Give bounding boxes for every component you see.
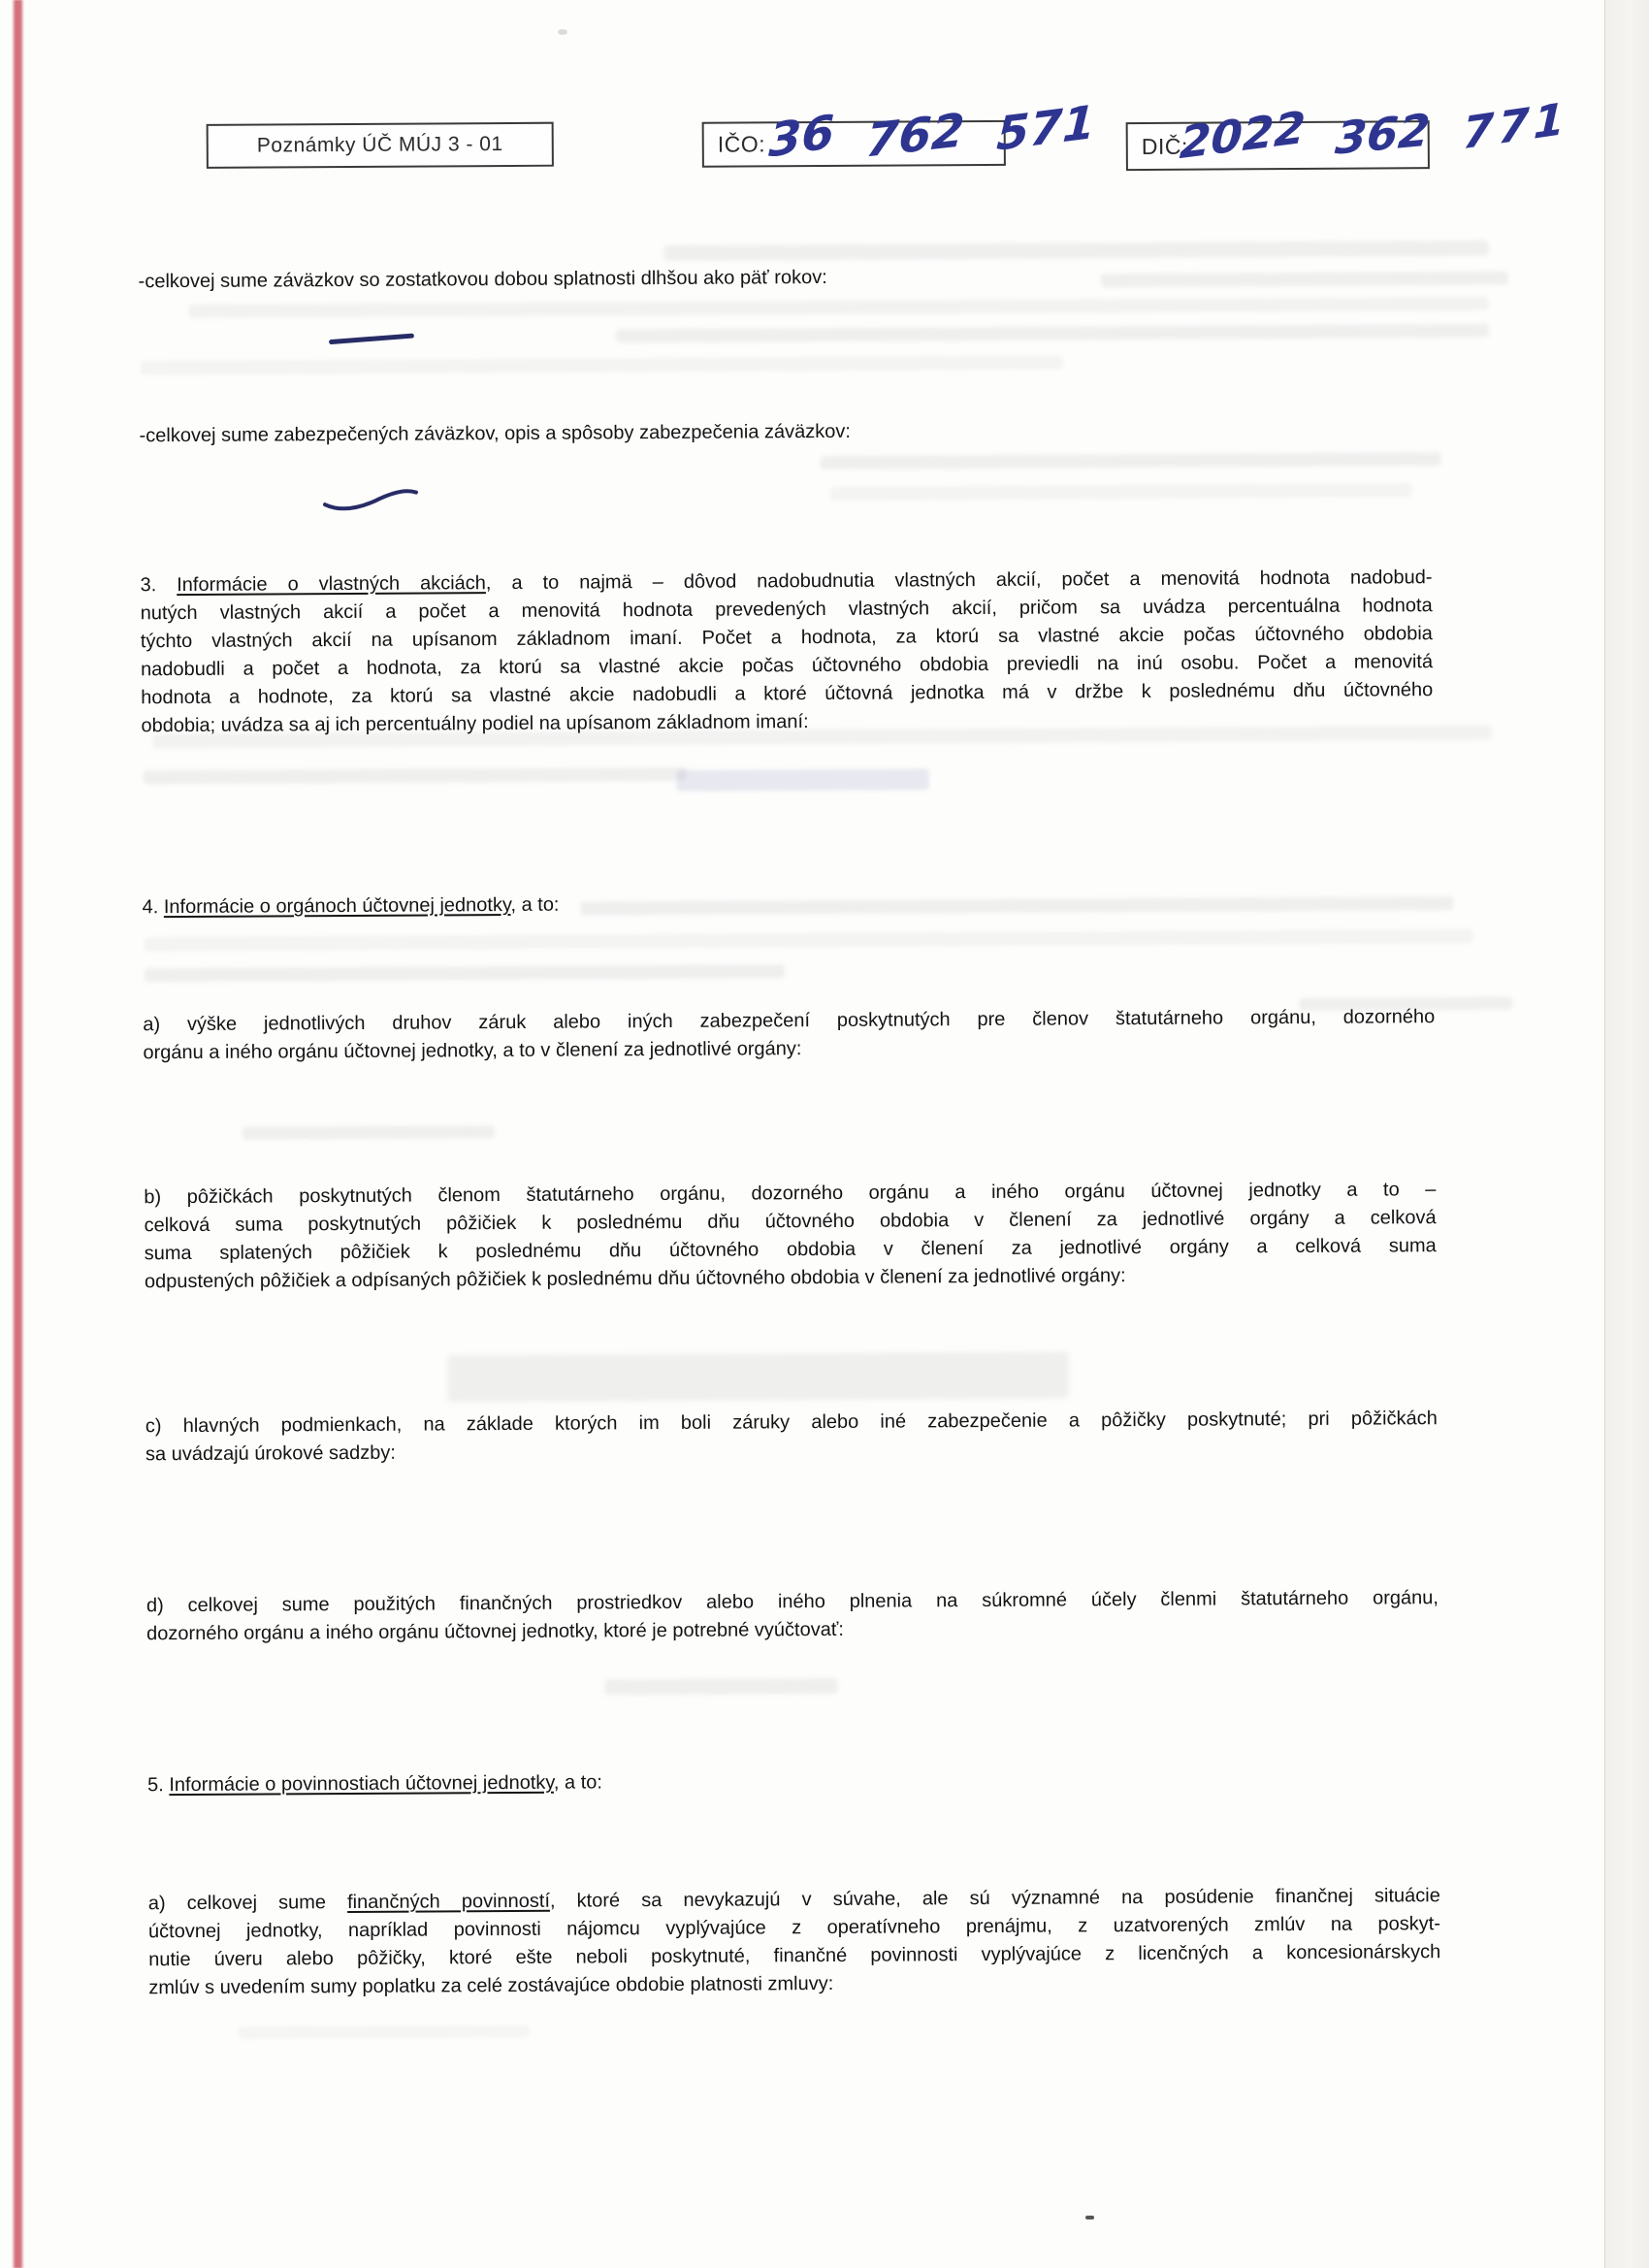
- bleed-through-smudge: [145, 929, 1473, 951]
- section5-text: , a to:: [553, 1771, 602, 1794]
- pen-swoosh-mark: [322, 486, 419, 514]
- bleed-through-smudge: [145, 964, 785, 982]
- bleed-through-smudge: [141, 355, 1062, 374]
- dic-digits-group: 362: [1333, 103, 1433, 165]
- dic-label: DIČ:: [1141, 133, 1188, 159]
- section4b-line: odpustených pôžičiek a odpísaných pôžičiek k poslednému dňu účtovného obdobia v členení za jednotlivé orgány:: [144, 1265, 1126, 1293]
- bleed-through-smudge: [677, 768, 929, 792]
- section4a-line: a) výške jednotlivých druhov záruk alebo iných zabezpečení poskytnutých pre členov štatutárneho orgánu, dozorného: [143, 1006, 1436, 1036]
- bleed-through-smudge: [663, 241, 1488, 261]
- section5-heading-line: [147, 1764, 1439, 1799]
- section5a-line: účtovnej jednotky, napríklad povinnosti nájomcu vyplývajúce z operatívneho prenájmu, z uzatvorených zmlúv na poskyt-: [147, 1913, 1441, 1943]
- dic-digits-group: 2022: [1178, 101, 1308, 170]
- section4b-line: suma splatených pôžičiek k poslednému dňu účtovného obdobia v členení za jednotlivé orgány a celková suma: [144, 1235, 1437, 1265]
- section3-line: nadobudli a počet a hodnota, za ktorú sa vlastné akcie počas účtovného obdobia previedli na inú osobu. Počet a menovitá: [140, 651, 1434, 681]
- section4d-line: dozorného orgánu a iného orgánu účtovnej jednotky, ktoré je potrebné vyúčtovať:: [146, 1618, 844, 1645]
- dic-digits-group: 771: [1461, 91, 1570, 160]
- section4d-line: d) celkovej sume použitých finančných prostriedkov alebo iného plnenia na súkromné účely členmi štatutárneho orgánu,: [146, 1587, 1439, 1617]
- bleed-through-smudge: [616, 324, 1489, 342]
- section3-line: týchto vlastných akcií na upísanom základnom imaní. Počet a hodnota, za ktorú sa vlastné akcie počas účtovného obdobia: [140, 623, 1433, 653]
- section4b-line: celková suma poskytnutých pôžičiek k poslednému dňu účtovného obdobia v členení za jednotlivé orgány a celková: [144, 1207, 1437, 1237]
- section4b-line: b) pôžičkách poskytnutých členom štatutárneho orgánu, dozorného orgánu a iného orgánu účtovnej jednotky a to –: [144, 1179, 1437, 1209]
- bleed-through-smudge: [830, 483, 1412, 501]
- bleed-through-smudge: [821, 452, 1441, 470]
- section4-heading-line: [142, 886, 1434, 922]
- section3-line: nutých vlastných akcií a počet a menovitá hodnota prevedených vlastných akcií, pričom sa uvádza percentuálna hodnota: [140, 595, 1433, 625]
- ico-digits-group: 762: [863, 103, 966, 169]
- section4c-line: sa uvádzajú úrokové sadzby:: [145, 1442, 397, 1466]
- bleed-through-smudge: [242, 1125, 495, 1140]
- section4-heading: Informácie o orgánoch účtovnej jednotky: [163, 893, 511, 919]
- section4a-line: orgánu a iného orgánu účtovnej jednotky, a to v členení za jednotlivé orgány:: [143, 1038, 802, 1064]
- section3-line: hodnota a hodnote, za ktorú sa vlastné akcie nadobudli a ktoré účtovná jednotka má v držbe k poslednému dňu účtovného: [141, 679, 1434, 709]
- section3-number: 3.: [140, 574, 178, 597]
- bleed-through-smudge: [144, 767, 687, 784]
- section5a-underlined: finančných povinností: [347, 1890, 551, 1914]
- section3-heading: Informácie o vlastných akciách: [177, 572, 486, 597]
- bleed-through-smudge: [447, 1351, 1068, 1402]
- ico-label: IČO:: [717, 131, 766, 157]
- section5a-line: zmlúv s uvedením sumy poplatku za celé zostávajúce obdobie platnosti zmluvy:: [148, 1972, 834, 1999]
- section4-number: 4.: [142, 896, 164, 919]
- section4c-line: c) hlavných podmienkach, na základe ktorých im boli záruky alebo iné zabezpečenie a pôžičky poskytnuté; pri pôžičkách: [145, 1408, 1438, 1438]
- section5a-line: nutie úveru alebo pôžičky, ktoré ešte neboli poskytnuté, finančné povinnosti vyplývajúce z licenčných a koncesionárskych: [148, 1941, 1441, 1971]
- ico-handwritten-value: [765, 95, 1099, 169]
- section5a-text: a) celkovej sume: [147, 1892, 348, 1915]
- para-liabilities-over-five-years: -celkovej sume záväzkov so zostatkovou dobou splatnosti dlhšou ako päť rokov:: [138, 266, 827, 293]
- section5-number: 5.: [147, 1774, 170, 1797]
- pen-dash-mark: [329, 334, 414, 345]
- bleed-through-smudge: [604, 1678, 837, 1695]
- ico-digits-group: 571: [995, 95, 1097, 162]
- form-title-box: [207, 122, 554, 169]
- bleed-through-smudge: [239, 2025, 530, 2039]
- section5-heading: Informácie o povinnostiach účtovnej jednotky: [169, 1771, 554, 1797]
- section5a-text: , ktoré sa nevykazujú v súvahe, ale sú významné na posúdenie finančnej situácie: [549, 1885, 1440, 1912]
- para-secured-liabilities: -celkovej sume zabezpečených záväzkov, opis a spôsoby zabezpečenia záväzkov:: [139, 420, 852, 447]
- form-title: Poznámky ÚČ MÚJ 3 - 01: [256, 133, 503, 157]
- ico-digits-group: 36: [767, 105, 836, 169]
- bleed-through-smudge: [189, 297, 1489, 318]
- dic-handwritten-value: [1177, 91, 1572, 170]
- section3-line: obdobia; uvádza sa aj ich percentuálny podiel na upísanom základnom imaní:: [141, 711, 809, 737]
- section4-text: , a to:: [510, 893, 560, 916]
- section3-text: , a to najmä – dôvod nadobudnutia vlastných akcií, počet a menovitá hodnota nadobud-: [485, 567, 1433, 595]
